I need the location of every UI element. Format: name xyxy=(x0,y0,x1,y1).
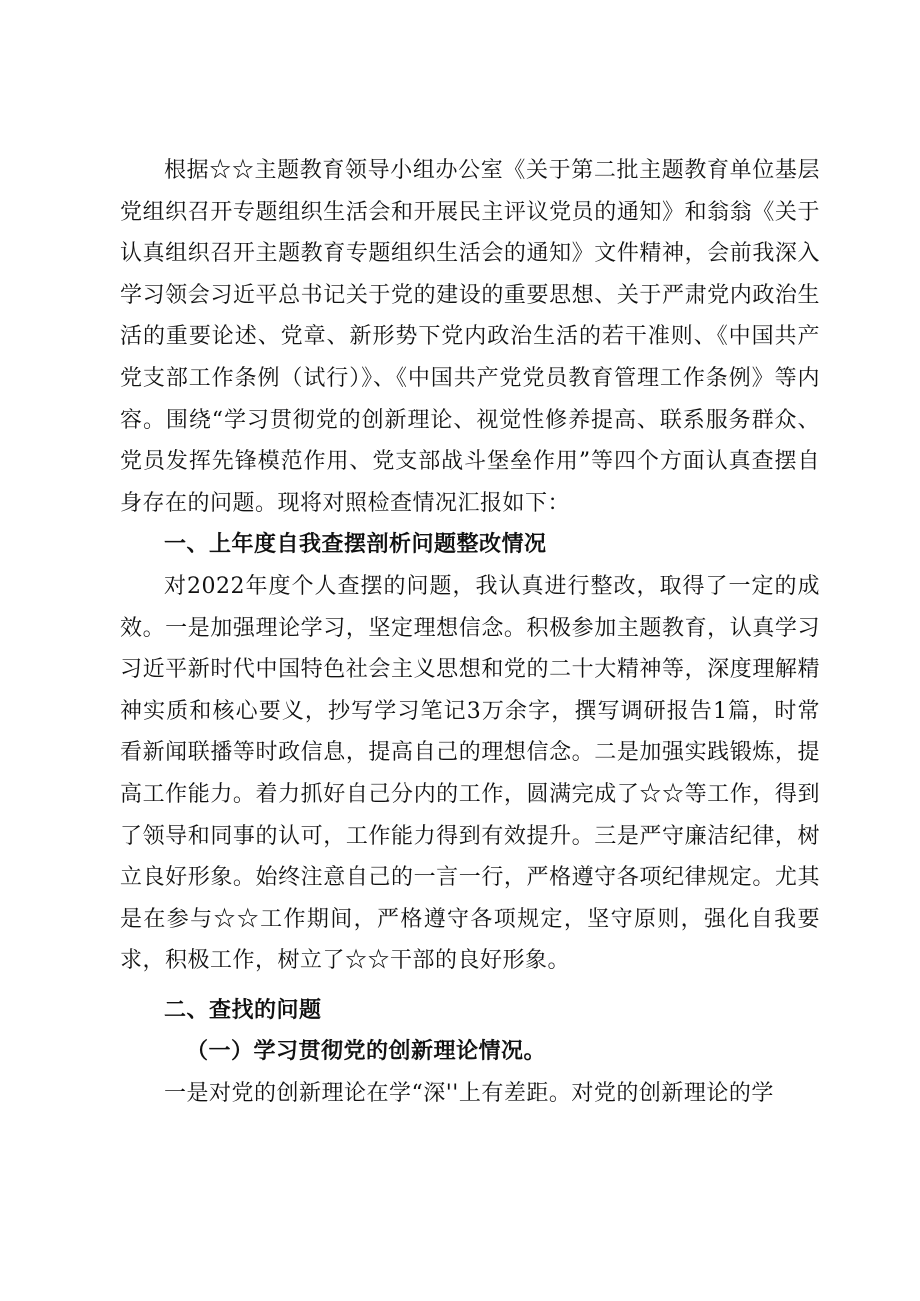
document-body xyxy=(120,150,820,1115)
section-1-paragraph: 对2022年度个人查摆的问题，我认真进行整改，取得了一定的成效。一是加强理论学习，坚定理想信念。积极参加主题教育，认真学习习近平新时代中国特色社会主义思想和党的二十大精神等，深度理解精神实质和核心要义，抄写学习笔记3万余字，撰写调研报告1篇，时常看新闻联播等时政信息，提高自己的理想信念。二是加强实践锻炼，提高工作能力。着力抓好自己分内的工作，圆满完成了☆☆等工作，得到了领导和同事的认可，工作能力得到有效提升。三是严守廉洁纪律，树立良好形象。始终注意自己的一言一行，严格遵守各项纪律规定。尤其是在参与☆☆工作期间，严格遵守各项规定，坚守原则，强化自我要求，积极工作，树立了☆☆干部的良好形象。 xyxy=(120,573,820,974)
intro-paragraph: 根据☆☆主题教育领导小组办公室《关于第二批主题教育单位基层党组织召开专题组织生活会和开展民主评议党员的通知》和翁翁《关于认真组织召开主题教育专题组织生活会的通知》文件精神，会前我深入学习领会习近平总书记关于党的建设的重要思想、关于严肃党内政治生活的重要论述、党章、新形势下党内政治生活的若干准则、《中国共产党支部工作条例（试行）》、《中国共产党党员教育管理工作条例》等内容。围绕“学习贯彻党的创新理论、视觉性修养提高、联系服务群众、党员发挥先锋模范作用、党支部战斗堡垒作用”等四个方面认真查摆自身存在的问题。现将对照检查情况汇报如下： xyxy=(120,158,820,516)
subsection-1-paragraph: 一是对党的创新理论在学“深''上有差距。对党的创新理论的学 xyxy=(164,1081,774,1107)
section-heading-2: 二、查找的问题 xyxy=(164,997,322,1023)
section-heading-1: 一、上年度自我查摆剖析问题整改情况 xyxy=(164,532,547,558)
subsection-heading-1: （一）学习贯彻党的创新理论情况。 xyxy=(186,1039,547,1065)
